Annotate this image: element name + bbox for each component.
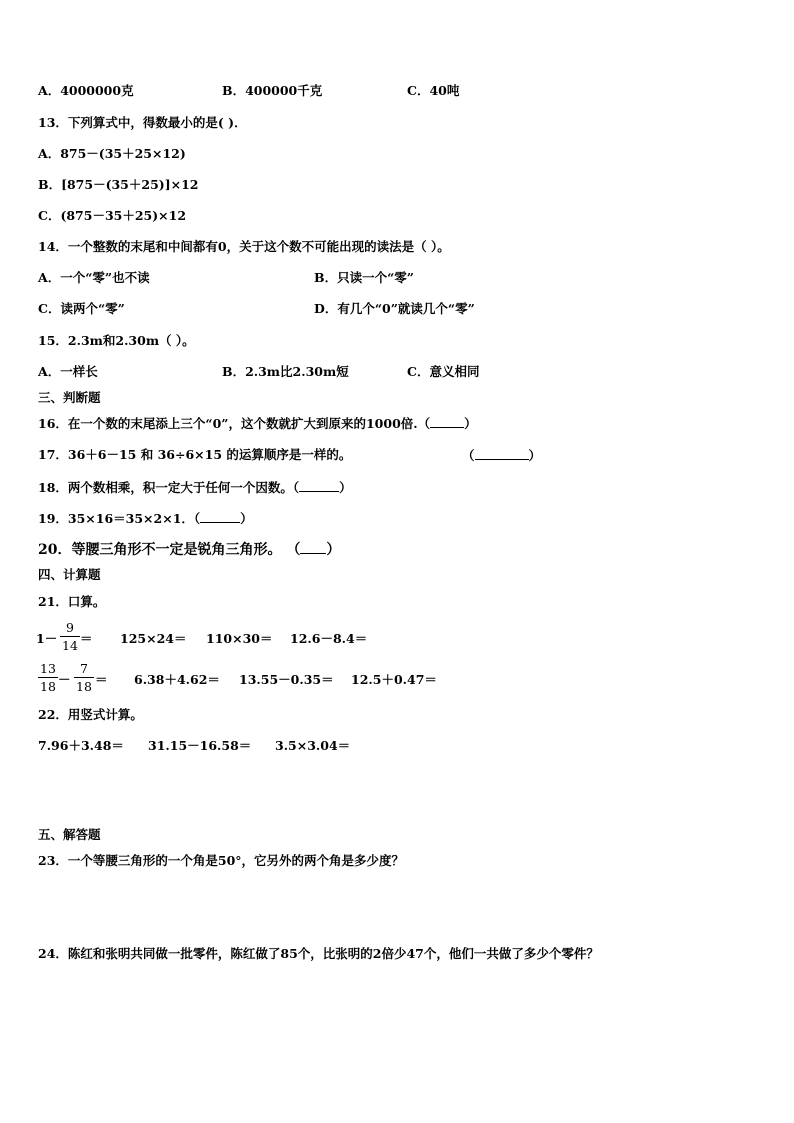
q12-option-c[interactable]: C．40吨	[407, 83, 460, 98]
q21-fraction-7-18	[74, 660, 94, 695]
q14-option-d[interactable]: D．有几个“0”就读几个“零”	[314, 301, 475, 316]
q14-option-c[interactable]: C．读两个“零”	[38, 301, 125, 316]
q21-calc[interactable]: 12.5＋0.47＝	[351, 672, 437, 687]
q21-stem: 21．口算。	[38, 594, 106, 609]
q18-text: 18．两个数相乘，积一定大于任何一个因数。（	[38, 480, 300, 495]
q12-option-b[interactable]: B．400000千克	[222, 83, 323, 98]
q21-calc[interactable]: 12.6－8.4＝	[290, 631, 368, 646]
q16-close: ）	[464, 416, 477, 431]
q13-option-b[interactable]: B．[875－(35＋25)]×12	[38, 177, 199, 192]
q21-calc[interactable]: 6.38＋4.62＝	[134, 672, 220, 687]
q21-calc[interactable]: 13.55－0.35＝	[239, 672, 334, 687]
q21-row1-lead: 1－	[36, 631, 58, 646]
q21-fraction-9-14	[60, 619, 80, 654]
q17	[38, 446, 542, 464]
q18-answer-blank[interactable]	[299, 478, 339, 492]
q19	[38, 509, 253, 528]
q15-option-a[interactable]: A．一样长	[38, 364, 98, 379]
q15-stem: 15．2.3m和2.30m（ ）。	[38, 333, 195, 348]
q17-open: （	[462, 448, 475, 463]
q20-answer-blank[interactable]	[300, 540, 326, 554]
q14-option-b[interactable]: B．只读一个“零”	[314, 270, 414, 285]
q17-answer-blank[interactable]	[475, 446, 529, 460]
q19-answer-blank[interactable]	[200, 509, 240, 523]
q16-text: 16．在一个数的末尾添上三个“0”，这个数就扩大到原来的1000倍.（	[38, 416, 431, 431]
fraction-numerator: 9	[60, 619, 80, 637]
q15-option-b[interactable]: B．2.3m比2.30m短	[222, 364, 349, 379]
q24: 24．陈红和张明共同做一批零件，陈红做了85个，比张明的2倍少47个，他们一共做了多少个零件？	[38, 946, 599, 961]
q19-text: 19．35×16＝35×2×1．（	[38, 511, 201, 526]
section-5-heading: 五、解答题	[38, 827, 101, 842]
fraction-denominator: 18	[40, 679, 56, 694]
q22-calc[interactable]: 3.5×3.04＝	[275, 738, 351, 753]
fraction-denominator: 18	[76, 679, 92, 694]
q21-row2-eq[interactable]: ＝	[95, 672, 108, 687]
q20	[38, 540, 340, 559]
q20-text: 20．等腰三角形不一定是锐角三角形。 （	[38, 542, 301, 558]
q18	[38, 478, 352, 497]
q17-close: ）	[528, 448, 542, 463]
section-4-heading: 四、计算题	[38, 567, 101, 582]
q21-row2-minus: －	[58, 672, 71, 687]
q16	[38, 414, 477, 433]
q14-option-a[interactable]: A．一个“零”也不读	[38, 270, 150, 285]
q15-option-c[interactable]: C．意义相同	[407, 364, 480, 379]
fraction-denominator: 14	[62, 638, 78, 653]
q16-answer-blank[interactable]	[430, 414, 464, 428]
section-3-heading: 三、判断题	[38, 390, 101, 405]
q21-calc[interactable]: 125×24＝	[120, 631, 187, 646]
q19-close: ）	[240, 511, 253, 526]
fraction-numerator: 13	[40, 661, 56, 676]
q14-stem: 14．一个整数的末尾和中间都有0，关于这个数不可能出现的读法是（ ）。	[38, 239, 450, 254]
q13-stem: 13．下列算式中，得数最小的是( )．	[38, 115, 247, 130]
q21-fraction-13-18	[38, 660, 58, 695]
q13-option-c[interactable]: C．(875－35＋25)×12	[38, 208, 187, 223]
q17-text: 17．36＋6－15 和 36÷6×15 的运算顺序是一样的。	[38, 447, 352, 462]
q20-close: ）	[326, 542, 341, 558]
q22-calc[interactable]: 31.15－16.58＝	[148, 738, 252, 753]
q23: 23．一个等腰三角形的一个角是50°，它另外的两个角是多少度？	[38, 853, 405, 868]
q22-stem: 22．用竖式计算。	[38, 707, 143, 722]
q13-option-a[interactable]: A．875－(35＋25×12)	[38, 146, 186, 161]
fraction-numerator: 7	[74, 660, 94, 678]
q22-calc[interactable]: 7.96＋3.48＝	[38, 738, 124, 753]
q18-close: ）	[339, 480, 352, 495]
q21-calc[interactable]: 110×30＝	[206, 631, 273, 646]
q21-row1-eq[interactable]: ＝	[80, 631, 93, 646]
q12-option-a[interactable]: A．4000000克	[38, 83, 134, 98]
